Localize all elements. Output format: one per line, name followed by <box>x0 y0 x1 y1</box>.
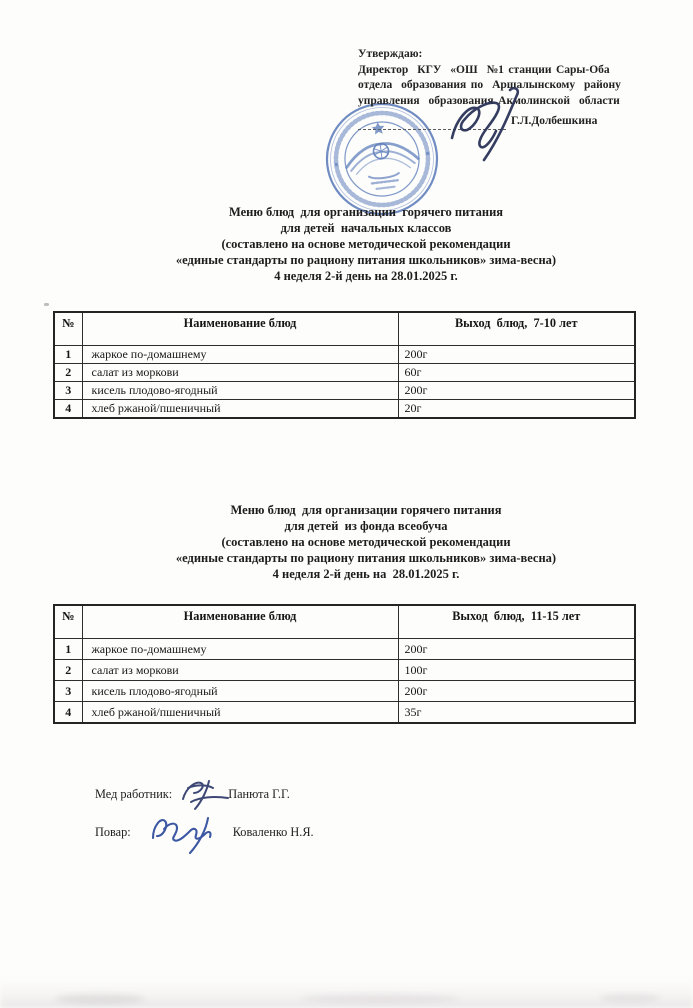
menu2-header-name: Наименование блюд <box>82 605 398 639</box>
scan-speck <box>44 303 49 306</box>
dish-output: 200г <box>398 346 635 364</box>
cook-signature-ink-icon <box>147 810 227 854</box>
menu2-header-num: № <box>54 605 82 639</box>
table-row <box>54 681 635 702</box>
table-row <box>54 382 635 400</box>
menu1-title-line-3: (составлено на основе методической рекомендации <box>221 237 511 251</box>
dish-name: хлеб ржаной/пшеничный <box>82 702 398 724</box>
approver-name: Г.Л.Долбешкина <box>511 115 598 128</box>
row-number: 3 <box>54 681 82 702</box>
cook-name: Коваленко Н.Я. <box>232 824 314 839</box>
approval-line-2: отдела образования по Аршалынскому району <box>358 79 621 92</box>
dish-output: 20г <box>398 400 635 419</box>
dish-output: 35г <box>398 702 635 724</box>
med-worker-signature-row <box>95 779 290 809</box>
dish-name: хлеб ржаной/пшеничный <box>82 400 398 419</box>
menu2-table <box>53 604 636 724</box>
table-row <box>54 346 635 364</box>
dish-output: 200г <box>398 382 635 400</box>
table-row <box>54 364 635 382</box>
menu1-title-line-2: для детей начальных классов <box>280 221 452 235</box>
dish-output: 100г <box>398 660 635 681</box>
men2-title-line-4: «единые стандарты по рациону питания школьников» зима-весна) <box>175 551 557 565</box>
menu1-table <box>53 311 636 419</box>
director-signature-ink-icon <box>446 86 538 164</box>
dish-name: кисель плодово-ягодный <box>82 681 398 702</box>
scan-bottom-haze <box>0 978 693 1008</box>
dish-name: салат из моркови <box>82 364 398 382</box>
dish-name: салат из моркови <box>82 660 398 681</box>
approval-line-1: Директор КГУ «ОШ №1 станции Сары-Оба <box>358 63 610 76</box>
med-worker-label: Мед работник: <box>95 786 173 801</box>
menu1-header-name: Наименование блюд <box>82 312 398 346</box>
cook-label: Повар: <box>95 824 131 839</box>
dish-name: жаркое по-домашнему <box>82 639 398 660</box>
row-number: 2 <box>54 364 82 382</box>
menu2-title <box>62 502 670 582</box>
table-row <box>54 702 635 724</box>
row-number: 1 <box>54 346 82 364</box>
dish-name: жаркое по-домашнему <box>82 346 398 364</box>
row-number: 4 <box>54 702 82 724</box>
row-number: 3 <box>54 382 82 400</box>
menu1-header-output: Выход блюд, 7-10 лет <box>398 312 635 346</box>
menu1-title-line-1: Меню блюд для организации горячего питания <box>228 205 504 219</box>
menu2-title-line-1: Меню блюд для организации горячего питания <box>230 503 502 517</box>
dish-output: 60г <box>398 364 635 382</box>
approval-label: Утверждаю: <box>358 48 423 60</box>
row-number: 2 <box>54 660 82 681</box>
table-row <box>54 639 635 660</box>
table-row <box>54 400 635 419</box>
menu2-title-line-3: (составлено на основе методической рекомендации <box>221 535 511 549</box>
menu1-title <box>62 204 670 284</box>
menu1-header-num: № <box>54 312 82 346</box>
approval-line-3: управления образования Акмолинской области <box>358 94 620 107</box>
med-worker-signature-ink-icon <box>178 776 232 812</box>
dish-output: 200г <box>398 639 635 660</box>
row-number: 1 <box>54 639 82 660</box>
menu1-title-line-4: «единые стандарты по рациону питания школьников» зима-весна) <box>175 253 557 267</box>
menu1-title-line-5: 4 неделя 2-й день на 28.01.2025 г. <box>274 269 458 283</box>
menu1-header-row <box>54 312 635 346</box>
cook-signature-row <box>95 814 314 850</box>
med-worker-name: Панюта Г.Г. <box>228 786 290 801</box>
dish-name: кисель плодово-ягодный <box>82 382 398 400</box>
menu2-header-row <box>54 605 635 639</box>
dish-output: 200г <box>398 681 635 702</box>
menu2-title-line-2: для детей из фонда всеобуча <box>284 519 448 533</box>
menu2-header-output: Выход блюд, 11-15 лет <box>398 605 635 639</box>
menu2-title-line-5: 4 неделя 2-й день на 28.01.2025 г. <box>272 567 460 581</box>
table-row <box>54 660 635 681</box>
row-number: 4 <box>54 400 82 419</box>
